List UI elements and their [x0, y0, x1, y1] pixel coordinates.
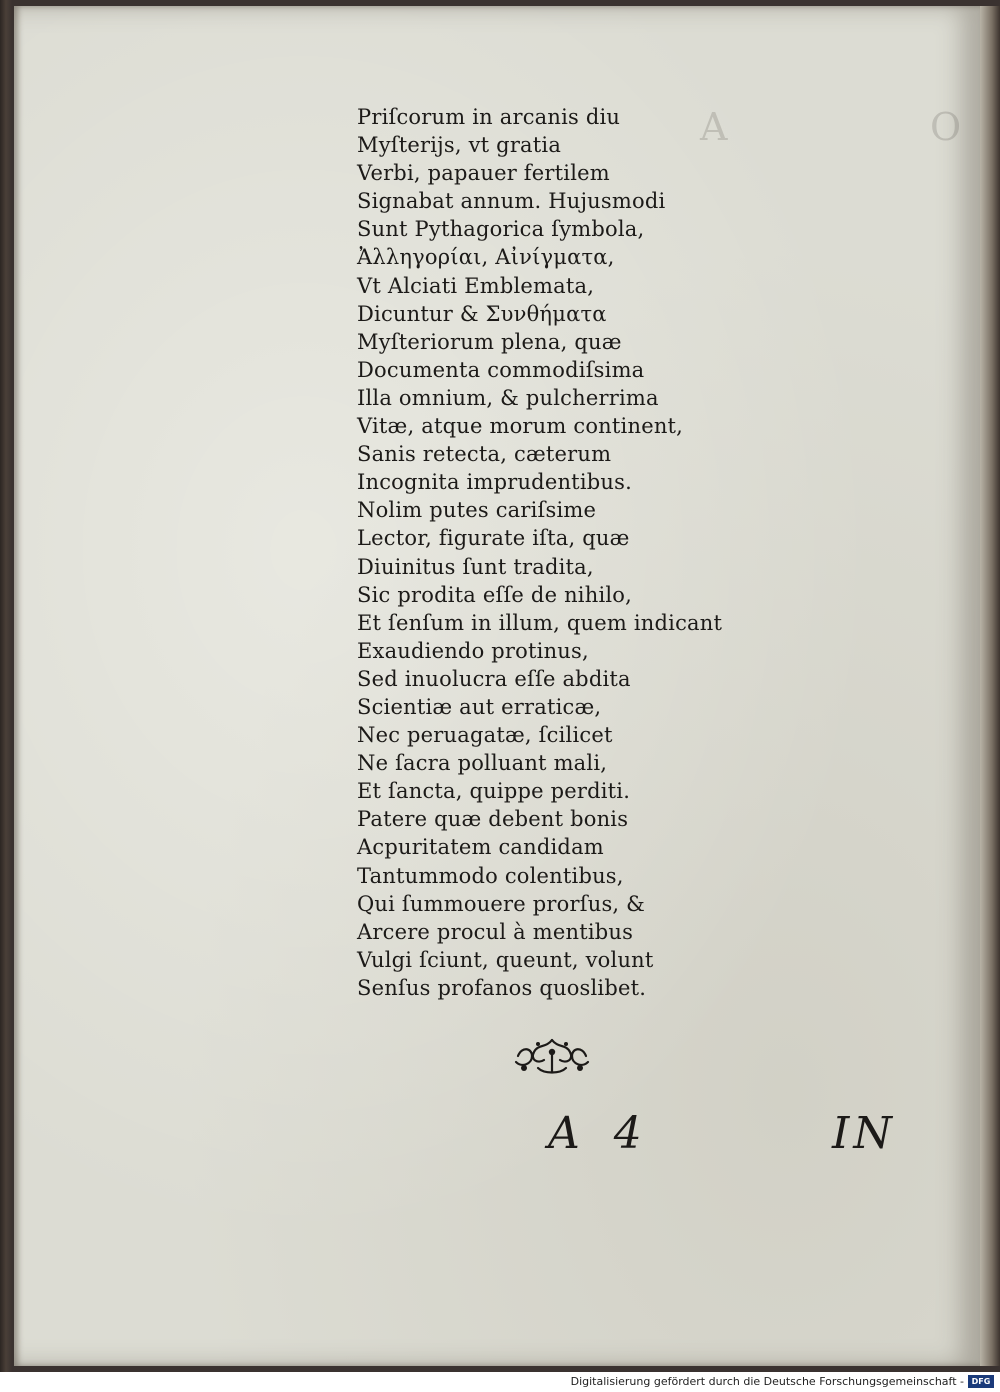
printers-ornament-icon	[508, 1034, 596, 1078]
poem-line: Diuinitus ſunt tradita,	[357, 554, 594, 579]
poem-line: Myſteriorum plena, quæ	[357, 329, 622, 354]
poem-line: Dicuntur & Συνθήματα	[357, 301, 607, 326]
dfg-logo-icon: DFG	[968, 1375, 994, 1388]
poem-line: Exaudiendo protinus,	[357, 638, 589, 663]
poem-line: Lector, figurate iſta, quæ	[357, 526, 630, 551]
poem-line: Nec peruagatæ, ſcilicet	[357, 723, 613, 748]
signature-mark: A 4	[548, 1108, 652, 1159]
poem-line: Documenta commodiſsima	[357, 357, 645, 382]
poem-text	[357, 103, 777, 1002]
poem-line: Vitæ, atque morum continent,	[357, 414, 684, 439]
poem-line: Sanis retecta, cæterum	[357, 442, 612, 467]
show-through-right: O	[930, 105, 962, 149]
show-through-left: A	[700, 105, 728, 149]
poem-line: Et ſenſum in illum, quem indicant	[357, 610, 723, 635]
poem-line: Qui ſummouere prorſus, &	[357, 891, 646, 916]
poem-line: Nolim putes cariſsime	[357, 498, 597, 523]
poem-line: Ἀλληγορίαι, Αἰνίγματα,	[357, 245, 615, 270]
poem-line: Priſcorum in arcanis diu	[357, 105, 621, 129]
book-spine	[980, 6, 1000, 1366]
poem-line: Ne ſacra polluant mali,	[357, 751, 608, 776]
catchword: IN	[832, 1108, 896, 1159]
poem-line: Arcere procul à mentibus	[357, 919, 634, 944]
poem-line: Verbi, papauer fertilem	[357, 161, 610, 186]
poem-line: Sed inuolucra eſſe abdita	[357, 666, 631, 691]
poem-line: Incognita imprudentibus.	[357, 470, 632, 495]
footer-credit: Digitalisierung gefördert durch die Deutsche Forschungsgemeinschaft -	[570, 1375, 964, 1388]
poem-line: Sic prodita eſſe de nihilo,	[357, 582, 632, 607]
poem-line: Tantummodo colentibus,	[357, 863, 624, 888]
poem-line: Et ſancta, quippe perditi.	[357, 779, 631, 804]
poem-line: Patere quæ debent bonis	[357, 807, 629, 832]
poem-line: Illa omnium, & pulcherrima	[357, 385, 659, 410]
poem-line: Vulgi ſciunt, queunt, volunt	[357, 947, 654, 972]
poem-line: Senſus profanos quoslibet.	[357, 975, 647, 1000]
poem-line: Myſterijs, vt gratia	[357, 133, 562, 158]
poem-line: Acpuritatem candidam	[357, 835, 604, 860]
poem-line: Sunt Pythagorica ſymbola,	[357, 217, 645, 242]
poem-line: Scientiæ aut erraticæ,	[357, 694, 602, 719]
poem-line: Vt Alciati Emblemata,	[357, 273, 595, 298]
poem-line: Signabat annum. Hujusmodi	[357, 189, 666, 214]
